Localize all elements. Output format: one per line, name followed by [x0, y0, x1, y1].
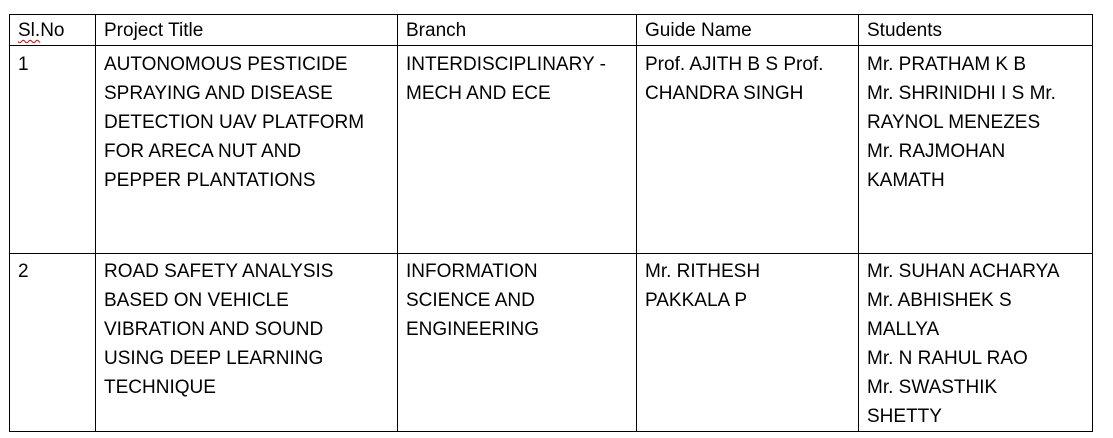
- cell-slno: 2: [10, 254, 96, 432]
- student-line: RAYNOL MENEZES: [867, 112, 1041, 133]
- header-guide-name: Guide Name: [637, 15, 859, 46]
- cell-project-title: [96, 46, 398, 254]
- guide-line: Prof. AJITH B S Prof.: [645, 54, 824, 75]
- student-line: Mr. ABHISHEK S: [867, 290, 1012, 311]
- branch-line: ENGINEERING: [406, 319, 540, 340]
- table-header-row: [10, 15, 1093, 46]
- student-line: MALLYA: [867, 319, 940, 340]
- title-line: PEPPER PLANTATIONS: [104, 170, 316, 191]
- title-line: TECHNIQUE: [104, 377, 216, 398]
- cell-branch: [398, 46, 637, 254]
- title-line: ROAD SAFETY ANALYSIS: [104, 261, 334, 282]
- header-slno-prefix: Sl.: [18, 20, 41, 41]
- student-line: Mr. SHRINIDHI I S Mr.: [867, 83, 1056, 104]
- student-line: KAMATH: [867, 170, 945, 191]
- title-line: AUTONOMOUS PESTICIDE: [104, 54, 348, 75]
- title-line: BASED ON VEHICLE: [104, 290, 289, 311]
- title-line: USING DEEP LEARNING: [104, 348, 324, 369]
- table-row: [10, 46, 1093, 254]
- student-line: Mr. N RAHUL RAO: [867, 348, 1028, 369]
- branch-line: INTERDISCIPLINARY -: [406, 54, 606, 75]
- branch-line: SCIENCE AND: [406, 290, 535, 311]
- cell-guide-name: [637, 46, 859, 254]
- header-branch: Branch: [398, 15, 637, 46]
- header-students: Students: [859, 15, 1093, 46]
- student-line: Mr. SWASTHIK: [867, 377, 998, 398]
- student-line: SHETTY: [867, 406, 942, 427]
- cell-students: [859, 254, 1093, 432]
- cell-project-title: [96, 254, 398, 432]
- guide-line: CHANDRA SINGH: [645, 83, 804, 104]
- table-row: [10, 254, 1093, 432]
- branch-line: INFORMATION: [406, 261, 538, 282]
- student-line: Mr. RAJMOHAN: [867, 141, 1006, 162]
- header-slno: [10, 15, 96, 46]
- student-line: Mr. SUHAN ACHARYA: [867, 261, 1060, 282]
- branch-line: MECH AND ECE: [406, 83, 551, 104]
- cell-students: [859, 46, 1093, 254]
- title-line: SPRAYING AND DISEASE: [104, 83, 333, 104]
- student-line: Mr. PRATHAM K B: [867, 54, 1027, 75]
- header-slno-suffix: No: [40, 20, 65, 41]
- guide-line: PAKKALA P: [645, 290, 748, 311]
- title-line: VIBRATION AND SOUND: [104, 319, 324, 340]
- title-line: FOR ARECA NUT AND: [104, 141, 302, 162]
- projects-table: [9, 14, 1093, 432]
- header-project-title: Project Title: [96, 15, 398, 46]
- guide-line: Mr. RITHESH: [645, 261, 761, 282]
- cell-branch: [398, 254, 637, 432]
- cell-guide-name: [637, 254, 859, 432]
- title-line: DETECTION UAV PLATFORM: [104, 112, 365, 133]
- cell-slno: 1: [10, 46, 96, 254]
